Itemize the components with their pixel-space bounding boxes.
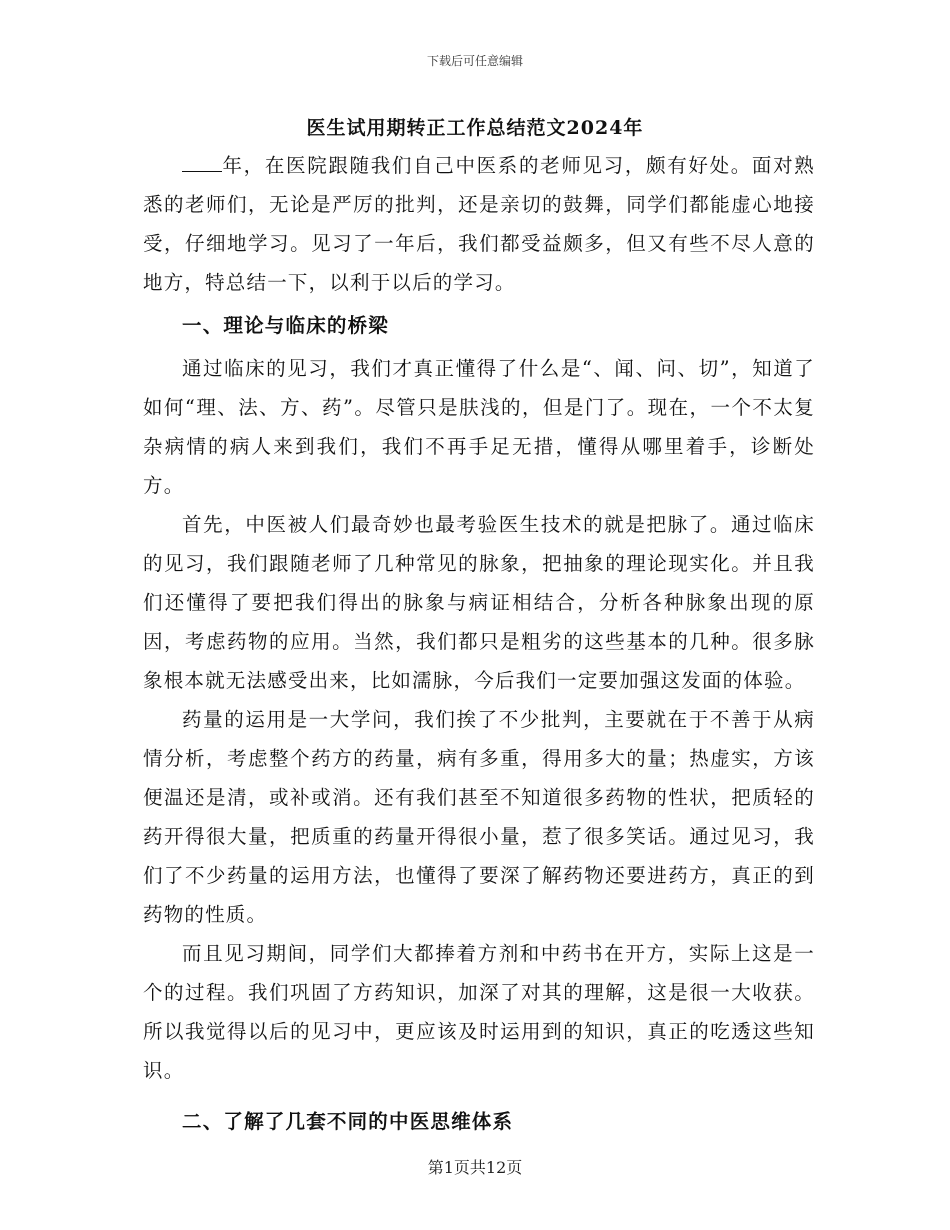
document-title: 医生试用期转正工作总结范文2024年 [306, 117, 644, 139]
body-paragraph: 药量的运用是一大学问，我们挨了不少批判，主要就在于不善于从病情分析，考虑整个药方的药量，病有多重，得用多大的量；热虚实，方该便温还是清，或补或消。还有我们甚至不知道很多药物的性状，把质轻的药开得很大量，把质重的药量开得很小量，惹了很多笑话。通过见习，我们了不少药量的运用方法，也懂得了要深了解药物还要进药方，真正的到药物的性质。 [143, 708, 815, 926]
body-paragraph: 通过临床的见习，我们才真正懂得了什么是“、闻、问、切”，知道了如何“理、法、方、药”。尽管只是肤浅的，但是门了。现在，一个不太复杂病情的病人来到我们，我们不再手足无措，懂得从哪里着手，诊断处方。 [143, 357, 815, 497]
page-number: 第1页共12页 [427, 1158, 523, 1177]
section-heading-2: 二、了解了几套不同的中医思维体系 [182, 1110, 514, 1133]
intro-text: 年，在医院跟随我们自己中医系的老师见习，颇有好处。面对熟悉的老师们，无论是严厉的批判，还是亲切的鼓舞，同学们都能虚心地接受，仔细地学习。见习了一年后，我们都受益颇多，但又有些不尽人意的地方，特总结一下，以利于以后的学习。 [143, 154, 815, 294]
header-note: 下载后可任意编辑 [426, 54, 523, 68]
section-heading-1: 一、理论与临床的桥梁 [182, 314, 390, 337]
body-paragraph: 首先，中医被人们最奇妙也最考验医生技术的就是把脉了。通过临床的见习，我们跟随老师了几种常见的脉象，把抽象的理论现实化。并且我们还懂得了要把我们得出的脉象与病证相结合，分析各种脉象出现的原因，考虑药物的应用。当然，我们都只是粗劣的这些基本的几种。很多脉象根本就无法感受出来，比如濡脉，今后我们一定要加强这发面的体验。 [143, 513, 815, 692]
document-body [143, 146, 815, 1145]
body-paragraph: 而且见习期间，同学们大都捧着方剂和中药书在开方，实际上这是一个的过程。我们巩固了方药知识，加深了对其的理解，这是很一大收获。所以我觉得以后的见习中，更应该及时运用到的知识，真正的吃透这些知识。 [143, 942, 815, 1082]
fill-in-blank [182, 152, 222, 173]
intro-paragraph [143, 146, 815, 302]
